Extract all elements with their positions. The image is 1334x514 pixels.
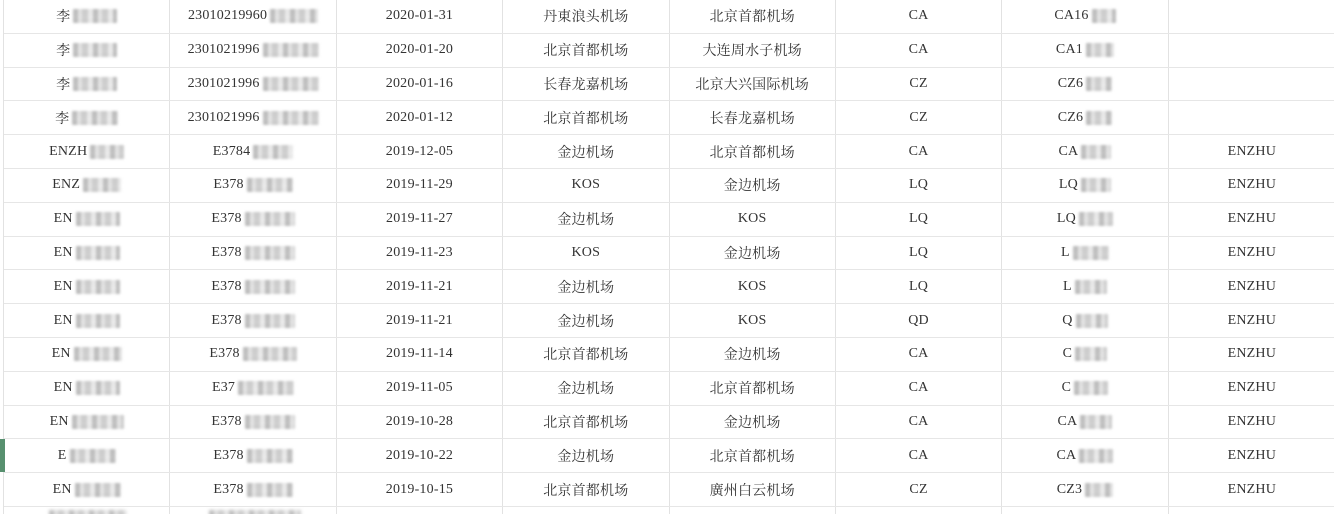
redaction-block (1076, 314, 1108, 328)
cell-flight-date[interactable]: 2019-11-27 (337, 203, 503, 236)
redaction-block (263, 77, 319, 91)
flight-records-table (3, 0, 1334, 514)
cell-arrival-airport[interactable]: 大连周水子机场 (670, 34, 836, 67)
cell-passenger-code[interactable]: ENZHU (1227, 312, 1277, 328)
cell-id-number[interactable]: E378 (170, 304, 336, 337)
cell-flight-date[interactable]: 2020-01-12 (337, 101, 503, 134)
redaction-block (76, 381, 120, 395)
table-row (4, 338, 1334, 372)
cell-departure-airport[interactable]: 北京首都机场 (503, 406, 669, 439)
cell-passenger-name[interactable]: ENZ (4, 169, 170, 202)
cell-passenger-name[interactable]: E (4, 439, 170, 472)
redaction-block (74, 347, 122, 361)
cell-airline-code[interactable]: CA (836, 338, 1002, 371)
cell-airline-code[interactable]: QD (836, 304, 1002, 337)
cell-departure-airport[interactable]: 北京首都机场 (503, 473, 669, 506)
cell-departure-airport[interactable] (503, 507, 669, 514)
row-highlight-marker (0, 439, 5, 472)
redaction-block (245, 314, 295, 328)
cell-airline-code[interactable]: CA (836, 406, 1002, 439)
cell-id-number[interactable]: E37 (170, 372, 336, 405)
cell-passenger-code[interactable]: ENZHU (1227, 380, 1277, 396)
redaction-block (1075, 347, 1107, 361)
cell-airline-code[interactable]: CZ (836, 101, 1002, 134)
cell-arrival-airport[interactable]: 北京首都机场 (670, 0, 836, 33)
cell-arrival-airport[interactable]: KOS (670, 203, 836, 236)
cell-passenger-name[interactable]: EN (4, 304, 170, 337)
cell-airline-code[interactable]: CA (836, 439, 1002, 472)
table-row (4, 68, 1334, 102)
cell-flight-date[interactable]: 2019-11-29 (337, 169, 503, 202)
redaction-block (209, 510, 301, 514)
cell-passenger-code[interactable]: ENZHU (1227, 177, 1277, 193)
cell-passenger-name[interactable]: EN (4, 338, 170, 371)
redaction-block (72, 415, 124, 429)
cell-passenger-name[interactable]: 李 (4, 34, 170, 67)
redaction-block (73, 77, 117, 91)
redaction-block (83, 178, 121, 192)
cell-flight-number[interactable]: CA16 (1002, 0, 1168, 33)
cell-flight-number[interactable]: CZ6 (1002, 68, 1168, 101)
cell-id-number[interactable]: E378 (170, 439, 336, 472)
table-row (4, 101, 1334, 135)
table-row (4, 270, 1334, 304)
cell-airline-code[interactable]: LQ (836, 169, 1002, 202)
cell-flight-number[interactable]: CZ3 (1002, 473, 1168, 506)
table-row (4, 237, 1334, 271)
cell-flight-number[interactable]: C (1002, 372, 1168, 405)
cell-flight-date[interactable]: 2019-10-28 (337, 406, 503, 439)
cell-arrival-airport[interactable]: 金边机场 (670, 169, 836, 202)
cell-flight-number[interactable]: CA (1002, 406, 1168, 439)
cell-flight-number[interactable]: LQ (1002, 203, 1168, 236)
cell-airline-code[interactable]: LQ (836, 270, 1002, 303)
cell-airline-code[interactable]: LQ (836, 237, 1002, 270)
cell-passenger-name[interactable]: ENZH (4, 135, 170, 168)
cell-arrival-airport[interactable]: 廣州白云机场 (670, 473, 836, 506)
cell-passenger-code[interactable]: ENZHU (1227, 143, 1277, 159)
cell-flight-date[interactable] (337, 507, 503, 514)
cell-passenger-name[interactable]: EN (4, 203, 170, 236)
redaction-block (1080, 415, 1112, 429)
cell-passenger-code[interactable]: ENZHU (1227, 278, 1277, 294)
cell-id-number[interactable]: E378 (170, 237, 336, 270)
cell-departure-airport[interactable]: 金边机场 (503, 439, 669, 472)
cell-id-number[interactable]: E378 (170, 203, 336, 236)
cell-flight-number[interactable]: CA1 (1002, 34, 1168, 67)
cell-flight-date[interactable]: 2020-01-31 (337, 0, 503, 33)
table-row (4, 203, 1334, 237)
cell-departure-airport[interactable]: 金边机场 (503, 270, 669, 303)
cell-arrival-airport[interactable]: 金边机场 (670, 406, 836, 439)
redaction-block (72, 111, 118, 125)
cell-flight-date[interactable]: 2019-11-21 (337, 304, 503, 337)
cell-id-number[interactable]: 2301021996 (170, 34, 336, 67)
redaction-block (1081, 145, 1111, 159)
cell-passenger-code[interactable] (1169, 507, 1334, 514)
redaction-block (245, 280, 295, 294)
cell-passenger-code[interactable] (1169, 101, 1334, 134)
cell-passenger-name[interactable]: EN (4, 237, 170, 270)
cell-id-number[interactable]: E3784 (170, 135, 336, 168)
redaction-block (1075, 280, 1107, 294)
redaction-block (238, 381, 294, 395)
cell-arrival-airport[interactable]: 北京大兴国际机场 (670, 68, 836, 101)
redaction-block (245, 246, 295, 260)
redaction-block (247, 178, 293, 192)
cell-id-number[interactable]: E378 (170, 338, 336, 371)
cell-flight-number[interactable]: C (1002, 338, 1168, 371)
cell-departure-airport[interactable]: 丹東浪头机场 (503, 0, 669, 33)
cell-flight-date[interactable]: 2020-01-16 (337, 68, 503, 101)
cell-passenger-name[interactable]: EN (4, 372, 170, 405)
redaction-block (70, 449, 116, 463)
cell-flight-number[interactable]: CA (1002, 135, 1168, 168)
redaction-block (247, 449, 293, 463)
redaction-block (245, 415, 295, 429)
cell-departure-airport[interactable]: 北京首都机场 (503, 101, 669, 134)
cell-airline-code[interactable]: CA (836, 135, 1002, 168)
cell-id-number[interactable]: 2301021996 (170, 68, 336, 101)
cell-airline-code[interactable]: LQ (836, 203, 1002, 236)
cell-flight-number[interactable]: LQ (1002, 169, 1168, 202)
redaction-block (245, 212, 295, 226)
redaction-block (76, 212, 120, 226)
cell-departure-airport[interactable]: 金边机场 (503, 203, 669, 236)
cell-id-number[interactable]: 2301021996 (170, 101, 336, 134)
cell-flight-date[interactable]: 2019-12-05 (337, 135, 503, 168)
redaction-block (75, 483, 121, 497)
cell-flight-number[interactable]: L (1002, 237, 1168, 270)
cell-departure-airport[interactable]: 北京首都机场 (503, 338, 669, 371)
cell-departure-airport[interactable]: 金边机场 (503, 372, 669, 405)
redaction-block (247, 483, 293, 497)
cell-arrival-airport[interactable]: 金边机场 (670, 338, 836, 371)
redaction-block (1079, 449, 1113, 463)
cell-id-number[interactable]: E378 (170, 270, 336, 303)
cell-passenger-code[interactable]: ENZHU (1227, 346, 1277, 362)
table-row (4, 34, 1334, 68)
cell-arrival-airport[interactable]: 北京首都机场 (670, 372, 836, 405)
redaction-block (90, 145, 124, 159)
redaction-block (49, 510, 127, 514)
cell-airline-code[interactable]: CZ (836, 473, 1002, 506)
cell-flight-date[interactable]: 2019-11-14 (337, 338, 503, 371)
cell-arrival-airport[interactable]: 金边机场 (670, 237, 836, 270)
table-row (4, 135, 1334, 169)
cell-id-number[interactable] (170, 507, 336, 514)
table-row (4, 169, 1334, 203)
cell-flight-date[interactable]: 2020-01-20 (337, 34, 503, 67)
cell-id-number[interactable]: 23010219960 (170, 0, 336, 33)
table-row (4, 372, 1334, 406)
cell-arrival-airport[interactable]: KOS (670, 304, 836, 337)
cell-airline-code[interactable]: CA (836, 34, 1002, 67)
cell-departure-airport[interactable]: 金边机场 (503, 135, 669, 168)
cell-id-number[interactable]: E378 (170, 169, 336, 202)
cell-airline-code[interactable]: CA (836, 0, 1002, 33)
cell-flight-number[interactable] (1002, 507, 1168, 514)
table-row (4, 439, 1334, 473)
redaction-block (270, 9, 318, 23)
cell-flight-number[interactable]: CZ6 (1002, 101, 1168, 134)
cell-flight-date[interactable]: 2019-11-21 (337, 270, 503, 303)
cell-departure-airport[interactable]: 长春龙嘉机场 (503, 68, 669, 101)
cell-airline-code[interactable] (836, 507, 1002, 514)
cell-flight-date[interactable]: 2019-10-22 (337, 439, 503, 472)
cell-passenger-name[interactable]: 李 (4, 0, 170, 33)
redaction-block (253, 145, 293, 159)
cell-passenger-code[interactable]: ENZHU (1227, 413, 1277, 429)
table-row (4, 507, 1334, 514)
redaction-block (1079, 212, 1113, 226)
redaction-block (1086, 111, 1112, 125)
redaction-block (76, 314, 120, 328)
redaction-block (73, 43, 117, 57)
cell-flight-date[interactable]: 2019-11-23 (337, 237, 503, 270)
cell-passenger-name[interactable]: EN (4, 473, 170, 506)
cell-passenger-name[interactable]: 李 (4, 101, 170, 134)
flight-table-body (4, 0, 1334, 514)
redaction-block (1073, 246, 1109, 260)
table-row (4, 0, 1334, 34)
cell-arrival-airport[interactable]: 北京首都机场 (670, 135, 836, 168)
cell-passenger-code[interactable]: ENZHU (1227, 244, 1277, 260)
cell-passenger-code[interactable]: ENZHU (1227, 447, 1277, 463)
cell-flight-number[interactable]: L (1002, 270, 1168, 303)
cell-arrival-airport[interactable] (670, 507, 836, 514)
table-row (4, 304, 1334, 338)
redaction-block (1081, 178, 1111, 192)
cell-id-number[interactable]: E378 (170, 406, 336, 439)
cell-departure-airport[interactable]: KOS (503, 237, 669, 270)
cell-passenger-code[interactable]: ENZHU (1227, 481, 1277, 497)
cell-passenger-code[interactable] (1169, 68, 1334, 101)
cell-passenger-code[interactable] (1169, 0, 1334, 33)
cell-arrival-airport[interactable]: 长春龙嘉机场 (670, 101, 836, 134)
redaction-block (76, 280, 120, 294)
redaction-block (263, 43, 319, 57)
redaction-block (1086, 43, 1114, 57)
cell-passenger-code[interactable]: ENZHU (1227, 211, 1277, 227)
cell-arrival-airport[interactable]: KOS (670, 270, 836, 303)
cell-airline-code[interactable]: CA (836, 372, 1002, 405)
table-row (4, 473, 1334, 507)
redaction-block (73, 9, 117, 23)
cell-id-number[interactable]: E378 (170, 473, 336, 506)
cell-airline-code[interactable]: CZ (836, 68, 1002, 101)
cell-passenger-name[interactable] (4, 507, 170, 514)
redaction-block (76, 246, 120, 260)
cell-passenger-name[interactable]: 李 (4, 68, 170, 101)
cell-flight-number[interactable]: CA (1002, 439, 1168, 472)
cell-passenger-code[interactable] (1169, 34, 1334, 67)
cell-passenger-name[interactable]: EN (4, 406, 170, 439)
cell-departure-airport[interactable]: KOS (503, 169, 669, 202)
redaction-block (1085, 483, 1113, 497)
cell-departure-airport[interactable]: 北京首都机场 (503, 34, 669, 67)
redaction-block (243, 347, 297, 361)
redaction-block (1092, 9, 1116, 23)
cell-flight-date[interactable]: 2019-10-15 (337, 473, 503, 506)
cell-flight-number[interactable]: Q (1002, 304, 1168, 337)
redaction-block (1086, 77, 1112, 91)
cell-arrival-airport[interactable]: 北京首都机场 (670, 439, 836, 472)
cell-flight-date[interactable]: 2019-11-05 (337, 372, 503, 405)
table-row (4, 406, 1334, 440)
cell-passenger-name[interactable]: EN (4, 270, 170, 303)
redaction-block (263, 111, 319, 125)
redaction-block (1074, 381, 1108, 395)
cell-departure-airport[interactable]: 金边机场 (503, 304, 669, 337)
